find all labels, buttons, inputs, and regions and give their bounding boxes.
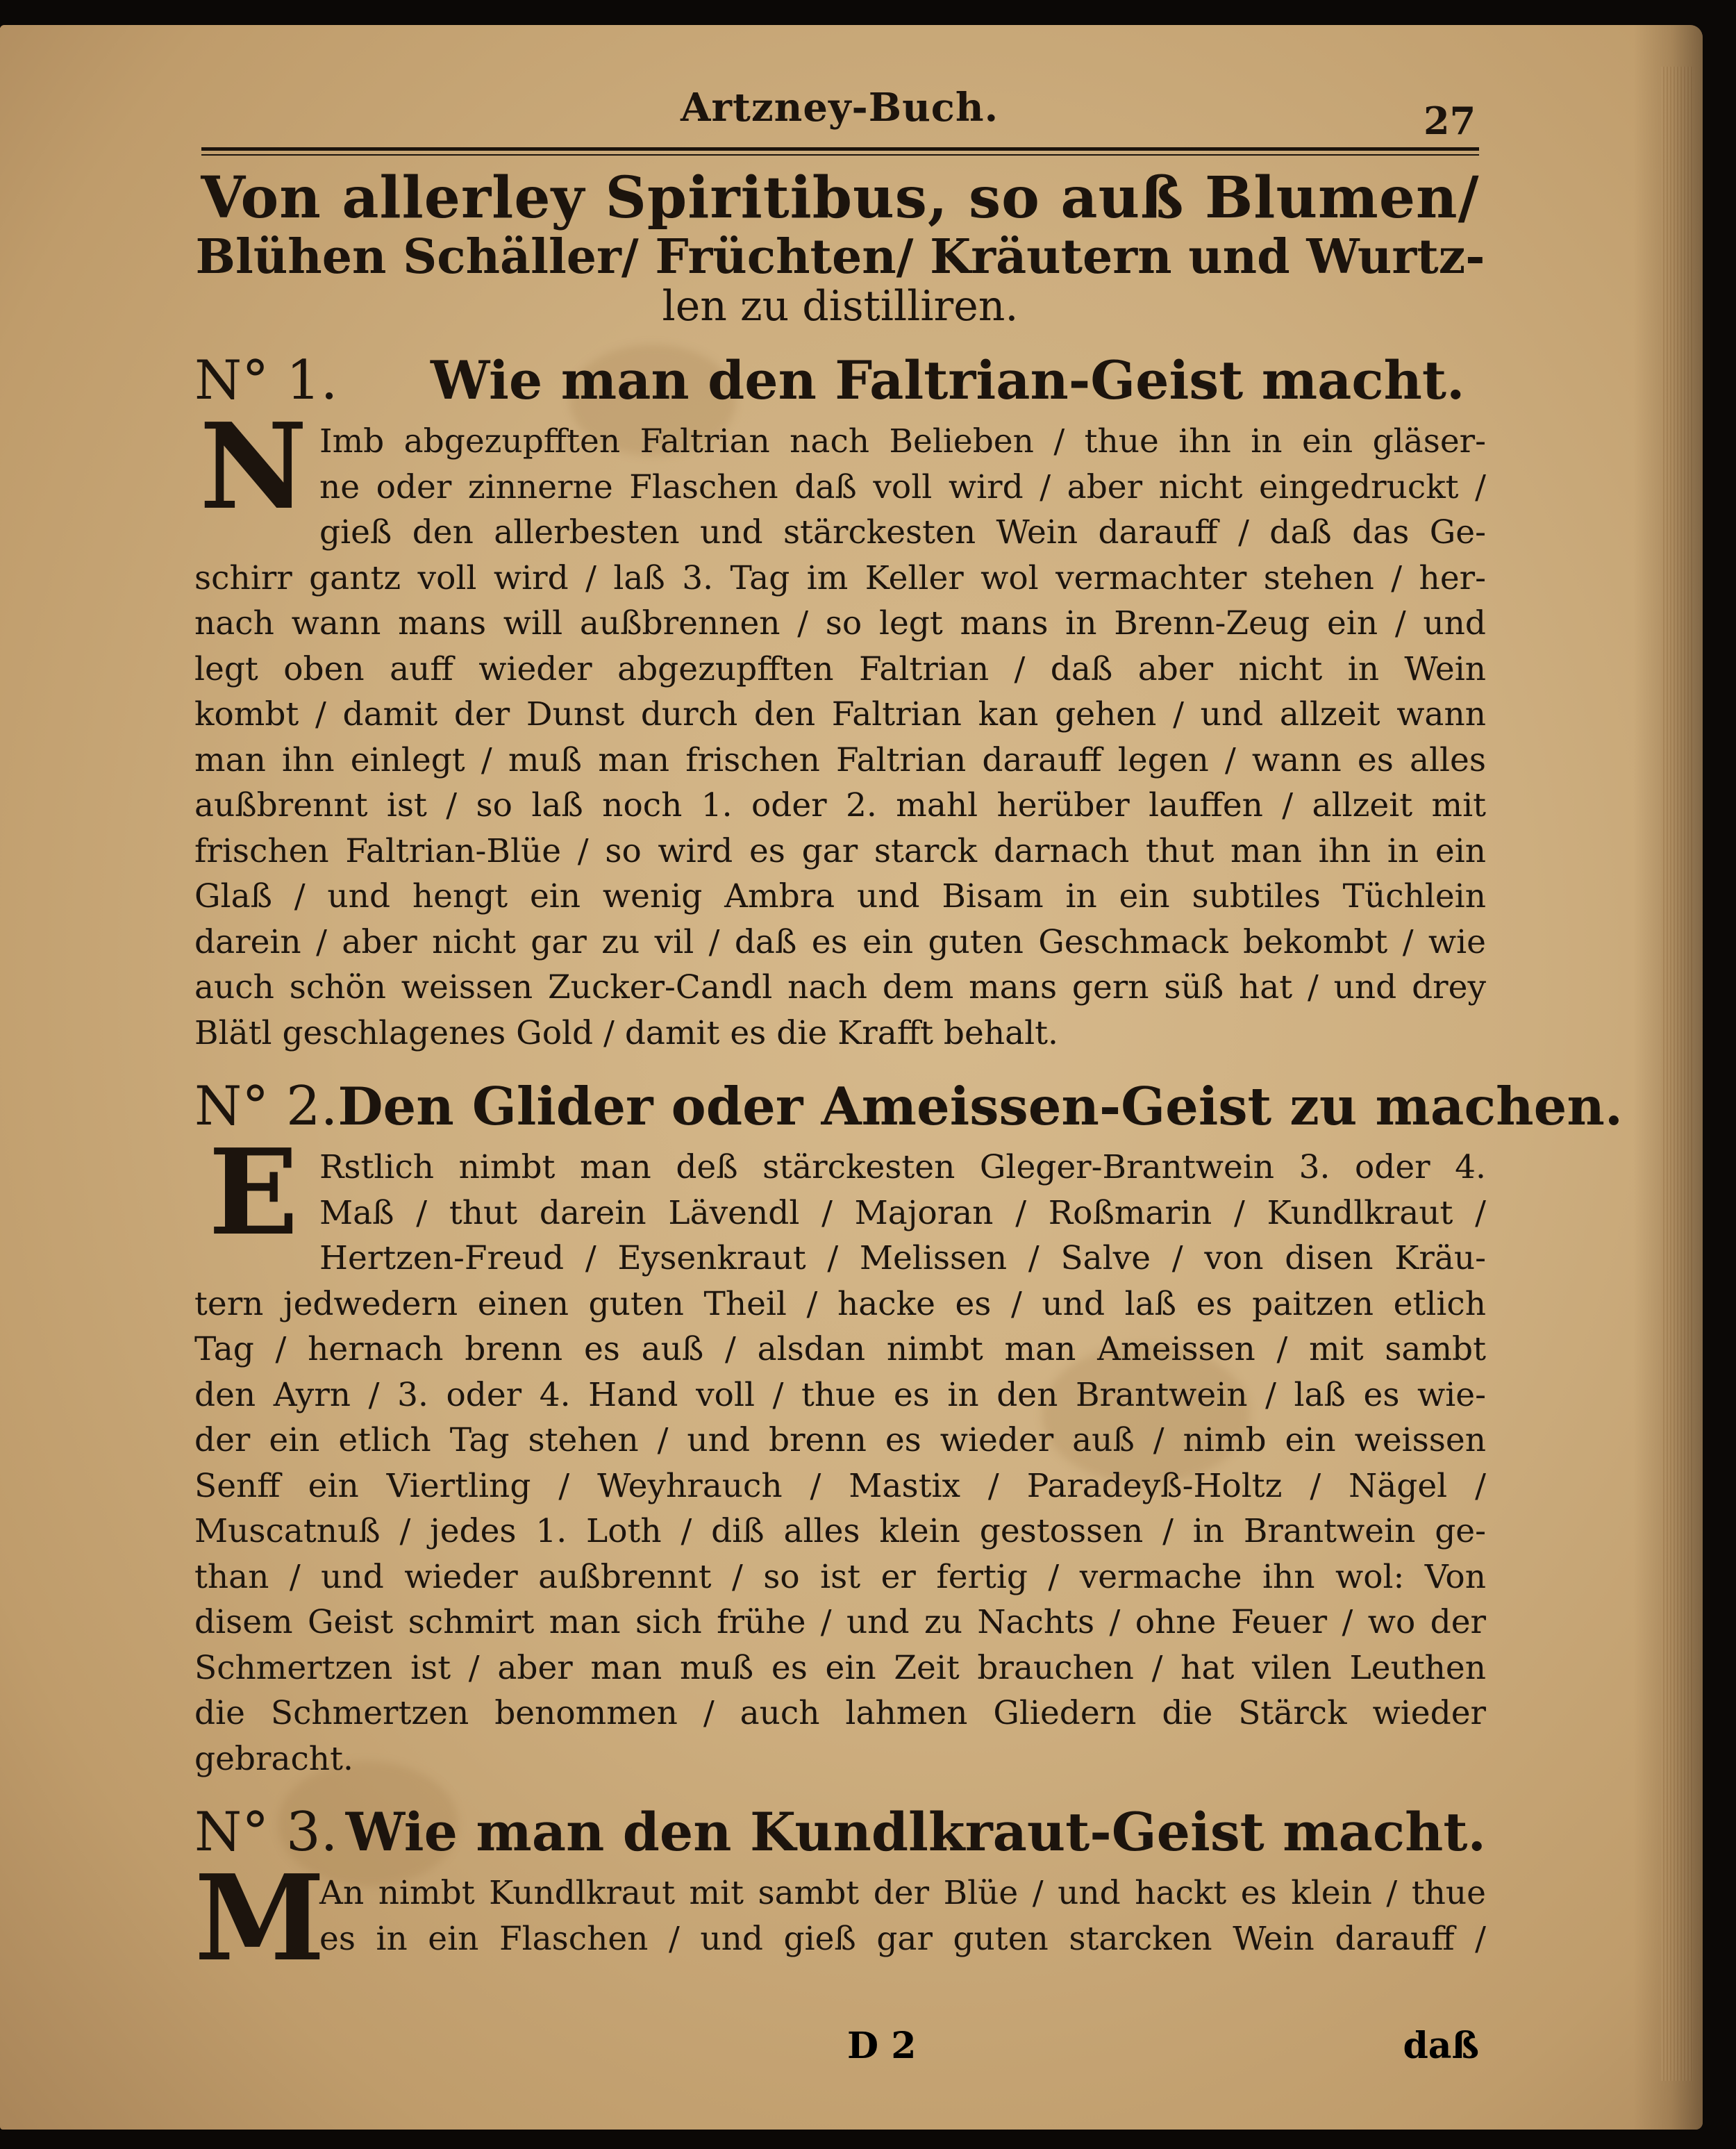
catchword: daß — [1403, 2025, 1479, 2067]
chapter-title-line-3: len zu distilliren. — [662, 281, 1019, 331]
drop-cap: N — [199, 397, 308, 537]
signature-mark: D 2 — [847, 2025, 917, 2067]
text-line: Tag / hernach brenn es auß / alsdan nimbt man Ameissen / mit sambt — [194, 1330, 1486, 1369]
header-rule — [201, 147, 1479, 151]
chapter-title-line-2: Blühen Schäller/ Früchten/ Kräutern und Wurtz- — [195, 229, 1485, 285]
text-line: Rstlich nimbt man deß stärckesten Gleger-Brantwein 3. oder 4. — [319, 1148, 1486, 1187]
drop-cap: E — [208, 1123, 299, 1263]
text-line: Muscatnuß / jedes 1. Loth / diß alles klein gestossen / in Brantwein ge- — [194, 1512, 1486, 1551]
text-line: der ein etlich Tag stehen / und brenn es wieder auß / nimb ein weissen — [194, 1421, 1486, 1460]
text-line: Hertzen-Freud / Eysenkraut / Melissen / Salve / von disen Kräu- — [319, 1239, 1486, 1278]
text-line: auch schön weissen Zucker-Candl nach dem mans gern süß hat / und drey — [194, 968, 1486, 1007]
page-curl-shadow — [1633, 25, 1703, 2130]
text-line: darein / aber nicht gar zu vil / daß es ein guten Geschmack bekombt / wie — [194, 922, 1486, 961]
text-line: disem Geist schmirt man sich frühe / und zu Nachts / ohne Feuer / wo der — [194, 1603, 1486, 1642]
text-line: An nimbt Kundlkraut mit sambt der Blüe / und hackt es klein / thue — [319, 1874, 1486, 1913]
text-line: schirr gantz voll wird / laß 3. Tag im Keller wol vermachter stehen / her- — [194, 558, 1486, 597]
text-line: ne oder zinnerne Flaschen daß voll wird / aber nicht eingedruckt / — [319, 467, 1486, 506]
page-content — [194, 69, 1624, 1989]
section-number: N° 3. — [194, 1801, 338, 1864]
text-line: gebracht. — [194, 1739, 353, 1778]
text-line: Schmertzen ist / aber man muß es ein Zeit brauchen / hat vilen Leuthen — [194, 1648, 1486, 1687]
section-1 — [194, 349, 1486, 1056]
text-line: Imb abgezupfften Faltrian nach Belieben / thue ihn in ein gläser- — [319, 422, 1486, 461]
chapter-title-line-1: Von allerley Spiritibus, so auß Blumen/ — [201, 165, 1480, 231]
text-line: frischen Faltrian-Blüe / so wird es gar starck darnach thut man ihn in ein — [194, 831, 1486, 870]
running-title: Artzney-Buch. — [681, 85, 999, 131]
text-line: tern jedwedern einen guten Theil / hacke es / und laß es paitzen etlich — [194, 1284, 1486, 1323]
section-heading — [194, 1075, 1624, 1138]
text-line: Glaß / und hengt ein wenig Ambra und Bisam in ein subtiles Tüchlein — [194, 877, 1486, 916]
section-2 — [194, 1075, 1624, 1782]
text-line: gieß den allerbesten und stärckesten Wein darauff / daß das Ge- — [319, 513, 1486, 552]
text-line: die Schmertzen benommen / auch lahmen Gliedern die Stärck wieder — [194, 1694, 1486, 1733]
section-body — [194, 397, 1486, 1056]
section-body — [194, 1123, 1486, 1782]
text-line: kombt / damit der Dunst durch den Faltrian kan gehen / und allzeit wann — [194, 695, 1486, 734]
section-title: Den Glider oder Ameissen-Geist zu machen. — [337, 1076, 1624, 1138]
section-3 — [194, 1801, 1486, 1989]
running-head — [194, 69, 1486, 153]
section-number: N° 1. — [194, 349, 338, 413]
page-number: 27 — [1424, 99, 1476, 143]
drop-cap: M — [194, 1849, 326, 1989]
text-line: legt oben auff wieder abgezupfften Faltrian / daß aber nicht in Wein — [194, 649, 1486, 688]
text-line: außbrennt ist / so laß noch 1. oder 2. mahl herüber lauffen / allzeit mit — [194, 786, 1486, 825]
header-rule-thin — [201, 154, 1479, 156]
text-line: than / und wieder außbrennt / so ist er fertig / vermache ihn wol: Von — [194, 1557, 1486, 1596]
section-number: N° 2. — [194, 1075, 338, 1138]
section-heading — [194, 349, 1486, 412]
text-line: nach wann mans will außbrennen / so legt mans in Brenn-Zeug ein / und — [194, 604, 1486, 643]
text-line: es in ein Flaschen / und gieß gar guten starcken Wein darauff / — [319, 1919, 1486, 1958]
chapter-heading — [194, 167, 1486, 330]
text-line: den Ayrn / 3. oder 4. Hand voll / thue es in den Brantwein / laß es wie- — [194, 1375, 1486, 1414]
section-title: Wie man den Faltrian-Geist macht. — [431, 349, 1465, 412]
section-heading — [194, 1801, 1486, 1864]
text-line: Maß / thut darein Lävendl / Majoran / Roßmarin / Kundlkraut / — [319, 1193, 1486, 1232]
text-line: Blätl geschlagenes Gold / damit es die Krafft behalt. — [194, 1013, 1058, 1052]
text-line: man ihn einlegt / muß man frischen Faltrian darauff legen / wann es alles — [194, 740, 1486, 779]
section-body — [194, 1849, 1486, 1989]
text-line: Senff ein Viertling / Weyhrauch / Mastix / Paradeyß-Holtz / Nägel / — [194, 1466, 1486, 1505]
section-title: Wie man den Kundlkraut-Geist macht. — [345, 1801, 1486, 1864]
page-footer — [194, 2025, 1486, 2080]
